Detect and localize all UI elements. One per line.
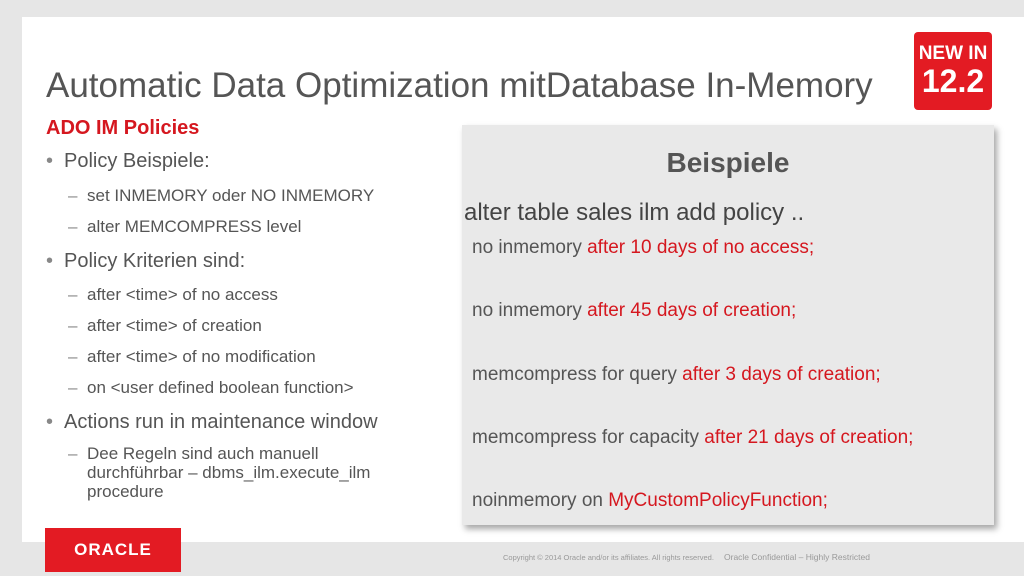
policy-line	[472, 300, 796, 322]
sub-bullet-item	[46, 347, 456, 366]
dash-icon: –	[68, 186, 78, 205]
sub-bullet-text: after <time> of creation	[87, 316, 262, 335]
policy-line	[472, 237, 814, 259]
slide-title: Automatic Data Optimization mitDatabase In-Memory	[46, 66, 873, 105]
new-in-badge	[914, 32, 992, 110]
sub-bullet-continuation	[46, 482, 456, 501]
dash-icon: –	[68, 285, 78, 304]
bullet-text: Policy Kriterien sind:	[64, 250, 246, 272]
sub-bullet-text: durchführbar – dbms_ilm.execute_ilm	[87, 463, 371, 482]
badge-line2: 12.2	[921, 63, 985, 99]
sub-bullet-continuation	[46, 463, 456, 482]
policy-prefix: no inmemory	[472, 300, 588, 321]
policy-line	[472, 364, 881, 386]
examples-heading: Beispiele	[666, 147, 790, 178]
sub-bullet-item	[46, 186, 456, 205]
dash-icon: –	[68, 444, 78, 463]
confidential-label: Oracle Confidential – Highly Restricted	[724, 552, 870, 562]
sub-bullet-item	[46, 316, 456, 335]
policy-condition: after 3 days of creation;	[682, 364, 881, 385]
policy-prefix: memcompress for query	[472, 364, 683, 385]
sub-bullet-text: after <time> of no modification	[87, 347, 316, 366]
sub-bullet-text: procedure	[87, 482, 164, 501]
dash-icon: –	[68, 217, 78, 236]
dash-icon: –	[68, 316, 78, 335]
sub-bullet-text: Dee Regeln sind auch manuell	[87, 444, 319, 463]
slide-subtitle: ADO IM Policies	[46, 117, 200, 139]
policy-prefix: no inmemory	[472, 237, 588, 258]
bullet-item	[46, 250, 456, 273]
policy-line	[472, 427, 913, 449]
policy-condition: after 21 days of creation;	[704, 427, 914, 448]
bullet-text: Policy Beispiele:	[64, 150, 210, 172]
policy-line	[472, 490, 828, 512]
sub-bullet-item	[46, 378, 456, 397]
examples-box	[462, 125, 994, 525]
sub-bullet-text: set INMEMORY oder NO INMEMORY	[87, 186, 375, 205]
dash-icon: –	[68, 378, 78, 397]
sub-bullet-item	[46, 285, 456, 304]
sub-bullet-text: alter MEMCOMPRESS level	[87, 217, 302, 236]
sub-bullet-item	[46, 444, 456, 463]
bullet-dot-icon: •	[46, 250, 54, 272]
policy-condition: MyCustomPolicyFunction;	[608, 490, 828, 511]
sub-bullet-text: on <user defined boolean function>	[87, 378, 354, 397]
bullet-dot-icon: •	[46, 150, 54, 172]
bullet-item	[46, 150, 456, 173]
badge-line1: NEW IN	[918, 43, 988, 64]
policy-prefix: noinmemory on	[472, 490, 609, 511]
copyright-text: Copyright © 2014 Oracle and/or its affiliates. All rights reserved.	[503, 553, 714, 562]
bullet-item	[46, 411, 456, 434]
sub-bullet-item	[46, 217, 456, 236]
policy-condition: after 10 days of no access;	[587, 237, 815, 258]
examples-command: alter table sales ilm add policy ..	[464, 199, 805, 226]
sub-bullet-text: after <time> of no access	[87, 285, 278, 304]
policy-condition: after 45 days of creation;	[587, 300, 797, 321]
bullet-text: Actions run in maintenance window	[64, 411, 378, 433]
bullet-list	[46, 148, 456, 501]
policy-prefix: memcompress for capacity	[472, 427, 705, 448]
oracle-logo: ORACLE	[45, 528, 181, 572]
dash-icon: –	[68, 347, 78, 366]
bullet-dot-icon: •	[46, 411, 54, 433]
